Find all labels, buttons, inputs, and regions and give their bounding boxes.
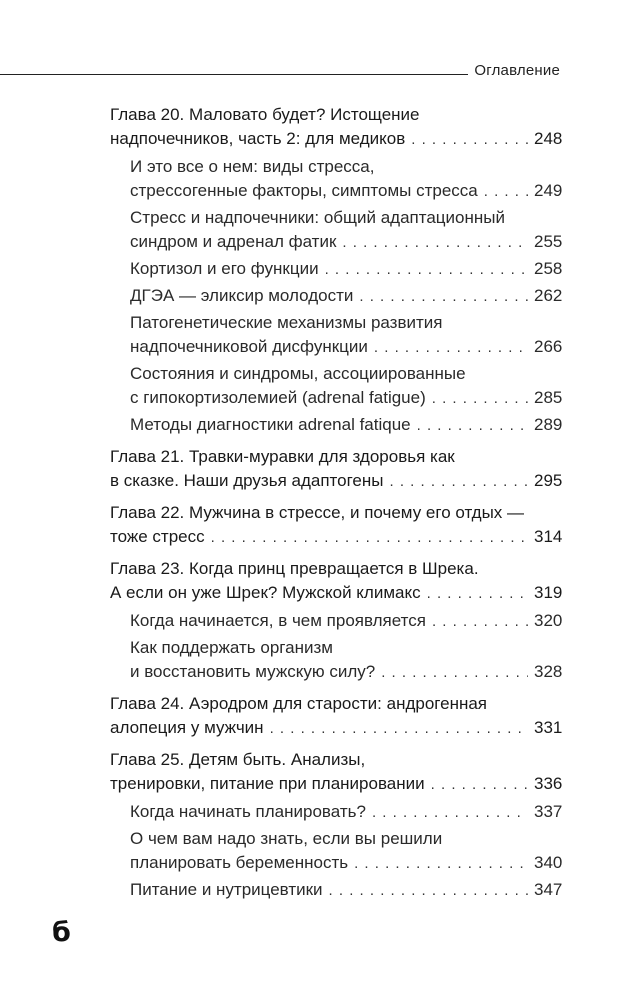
chapter-entry-page-number: 248: [534, 129, 563, 148]
section-entry[interactable]: [130, 362, 562, 411]
section-entry[interactable]: [130, 155, 562, 204]
section-entry[interactable]: [130, 206, 562, 255]
section-entry-title-line: Кортизол и его функции: [130, 259, 319, 278]
section-entry-page-number: 285: [534, 388, 563, 407]
section-entry-page-number: 249: [534, 181, 563, 200]
chapter-entry-title-line: тоже стресс: [110, 527, 205, 546]
section-entry-title-line: Когда начинается, в чем проявляется: [130, 611, 426, 630]
section-entry-title-line: Состояния и синдромы, ассоциированные: [130, 364, 466, 383]
chapter-entry-page-number: 331: [534, 718, 563, 737]
chapter-entry-title-line: Глава 23. Когда принц превращается в Шрека.: [110, 559, 479, 578]
chapter-block: [110, 501, 562, 550]
chapter-entry-title-line: алопеция у мужчин: [110, 718, 264, 737]
dot-leader: [342, 231, 528, 255]
chapter-entry[interactable]: [110, 557, 562, 606]
chapter-entry-page-number: 336: [534, 774, 563, 793]
section-entry-title-line: надпочечниковой дисфункции: [130, 337, 368, 356]
section-entry-title-line: И это все о нем: виды стресса,: [130, 157, 375, 176]
section-entry-title-line: Питание и нутрицевтики: [130, 880, 323, 899]
dot-leader: [374, 336, 528, 360]
section-entry[interactable]: [130, 284, 562, 309]
chapter-block: [110, 445, 562, 494]
dot-leader: [417, 414, 528, 438]
dot-leader: [389, 470, 528, 494]
chapter-entry-title-line: Глава 24. Аэродром для старости: андрогенная: [110, 694, 488, 713]
publisher-logo: б: [52, 917, 71, 948]
section-list: [110, 155, 562, 438]
header-title: Оглавление: [474, 62, 560, 79]
section-entry[interactable]: [130, 878, 562, 903]
dot-leader: [211, 526, 528, 550]
chapter-entry-page-number: 314: [534, 527, 563, 546]
chapter-entry-title-line: надпочечников, часть 2: для медиков: [110, 129, 406, 148]
dot-leader: [359, 285, 528, 309]
section-entry-title-line: синдром и адренал фатик: [130, 232, 337, 251]
section-entry-page-number: 320: [534, 611, 563, 630]
section-entry-page-number: 328: [534, 662, 563, 681]
chapter-block: [110, 692, 562, 741]
section-entry-title-line: ДГЭА — эликсир молодости: [130, 286, 354, 305]
dot-leader: [432, 387, 528, 411]
section-entry[interactable]: [130, 311, 562, 360]
section-entry-title-line: О чем вам надо знать, если вы решили: [130, 829, 443, 848]
table-of-contents: [110, 103, 562, 910]
chapter-entry[interactable]: [110, 692, 562, 741]
dot-leader: [329, 879, 528, 903]
chapter-entry[interactable]: [110, 501, 562, 550]
section-entry-page-number: 337: [534, 802, 563, 821]
chapter-entry[interactable]: [110, 445, 562, 494]
chapter-entry[interactable]: [110, 103, 562, 152]
section-entry-page-number: 258: [534, 259, 563, 278]
dot-leader: [431, 773, 528, 797]
section-entry[interactable]: [130, 800, 562, 825]
chapter-entry-title-line: Глава 22. Мужчина в стрессе, и почему его отдых —: [110, 503, 525, 522]
section-entry-page-number: 347: [534, 880, 563, 899]
section-entry-title-line: стрессогенные факторы, симптомы стресса: [130, 181, 478, 200]
section-entry-page-number: 266: [534, 337, 563, 356]
section-entry-page-number: 255: [534, 232, 563, 251]
chapter-entry-page-number: 319: [534, 583, 563, 602]
dot-leader: [484, 180, 528, 204]
section-entry[interactable]: [130, 257, 562, 282]
section-entry-title-line: Методы диагностики adrenal fatique: [130, 415, 411, 434]
dot-leader: [372, 801, 528, 825]
section-entry-title-line: планировать беременность: [130, 853, 349, 872]
chapter-block: [110, 748, 562, 903]
dot-leader: [325, 258, 528, 282]
dot-leader: [411, 128, 528, 152]
chapter-block: [110, 557, 562, 685]
chapter-entry-title-line: Глава 20. Маловато будет? Истощение: [110, 105, 420, 124]
header-rule: [0, 74, 468, 75]
section-entry[interactable]: [130, 609, 562, 634]
section-entry[interactable]: [130, 413, 562, 438]
chapter-entry[interactable]: [110, 748, 562, 797]
section-entry-page-number: 340: [534, 853, 563, 872]
section-entry-title-line: с гипокортизолемией (adrenal fatigue): [130, 388, 426, 407]
section-entry-title-line: и восстановить мужскую силу?: [130, 662, 376, 681]
running-header: [0, 62, 560, 82]
section-list: [110, 609, 562, 685]
chapter-entry-title-line: тренировки, питание при планировании: [110, 774, 425, 793]
section-entry-page-number: 289: [534, 415, 563, 434]
section-entry-title-line: Как поддержать организм: [130, 638, 333, 657]
section-entry-title-line: Стресс и надпочечники: общий адаптационный: [130, 208, 505, 227]
dot-leader: [381, 661, 528, 685]
dot-leader: [427, 582, 528, 606]
dot-leader: [270, 717, 528, 741]
section-entry-page-number: 262: [534, 286, 563, 305]
chapter-entry-page-number: 295: [534, 471, 563, 490]
dot-leader: [354, 852, 528, 876]
chapter-entry-title-line: Глава 21. Травки-муравки для здоровья как: [110, 447, 455, 466]
section-entry[interactable]: [130, 636, 562, 685]
section-entry-title-line: Патогенетические механизмы развития: [130, 313, 443, 332]
chapter-block: [110, 103, 562, 438]
section-entry[interactable]: [130, 827, 562, 876]
chapter-entry-title-line: в сказке. Наши друзья адаптогены: [110, 471, 384, 490]
dot-leader: [432, 610, 528, 634]
section-list: [110, 800, 562, 903]
chapter-entry-title-line: А если он уже Шрек? Мужской климакс: [110, 583, 421, 602]
section-entry-title-line: Когда начинать планировать?: [130, 802, 366, 821]
chapter-entry-title-line: Глава 25. Детям быть. Анализы,: [110, 750, 366, 769]
